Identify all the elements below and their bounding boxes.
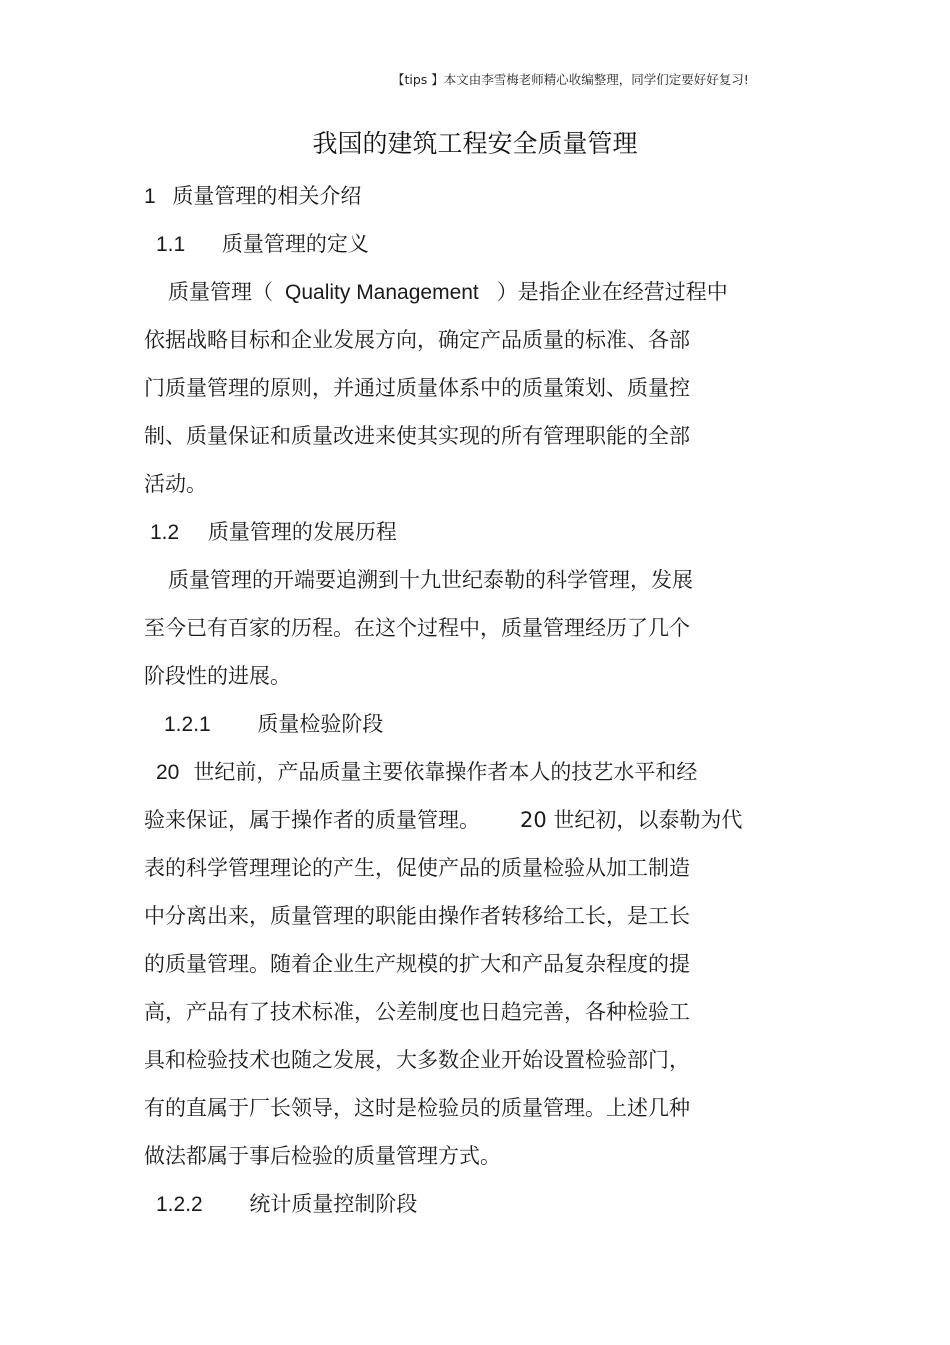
section-number: 1.2 — [150, 521, 180, 544]
text-run: ）是指企业在经营过程中 — [496, 280, 728, 304]
paragraph-3-line-3: 表的科学管理理论的产生，促使产品的质量检验从加工制造 — [144, 856, 690, 880]
paragraph-3-line-5: 的质量管理。随着企业生产规模的扩大和产品复杂程度的提 — [144, 952, 690, 976]
paragraph-3-line-6: 高，产品有了技术标准，公差制度也日趋完善，各种检验工 — [144, 1000, 690, 1024]
section-number: 1 — [144, 185, 156, 208]
paragraph-3-line-2 — [144, 805, 742, 835]
section-heading-1-2-2 — [156, 1189, 417, 1220]
section-title: 质量管理的发展历程 — [207, 520, 397, 544]
paragraph-2-line-1: 质量管理的开端要追溯到十九世纪泰勒的科学管理，发展 — [168, 568, 693, 592]
paragraph-2-line-2: 至今已有百家的历程。在这个过程中，质量管理经历了几个 — [144, 616, 690, 640]
section-number: 1.2.1 — [164, 713, 211, 736]
text-run: 世纪前，产品质量主要依靠操作者本人的技艺水平和经 — [193, 760, 698, 784]
text-run: 20 世纪初，以泰勒为代 — [520, 808, 743, 832]
section-number: 1.2.2 — [156, 1193, 203, 1216]
section-title: 质量检验阶段 — [257, 712, 384, 736]
paragraph-3-line-8: 有的直属于厂长领导，这时是检验员的质量管理。上述几种 — [144, 1096, 690, 1120]
paragraph-3-line-9: 做法都属于事后检验的质量管理方式。 — [144, 1144, 501, 1168]
paragraph-1-line-4: 制、质量保证和质量改进来使其实现的所有管理职能的全部 — [144, 424, 690, 448]
paragraph-1-line-1 — [168, 277, 728, 308]
section-title: 统计质量控制阶段 — [249, 1192, 418, 1216]
paragraph-1-line-2: 依据战略目标和企业发展方向，确定产品质量的标准、各部 — [144, 328, 690, 352]
paragraph-1-line-3: 门质量管理的原则，并通过质量体系中的质量策划、质量控 — [144, 376, 690, 400]
section-title: 质量管理的定义 — [221, 232, 369, 256]
text-run-latin: Quality Management — [285, 281, 479, 304]
paragraph-1-line-5: 活动。 — [144, 472, 207, 496]
section-heading-1 — [144, 181, 361, 212]
text-run-latin: 20 — [156, 761, 180, 784]
text-run: 验来保证，属于操作者的质量管理。 — [144, 808, 480, 832]
document-title: 我国的建筑工程安全质量管理 — [312, 129, 638, 158]
section-heading-1-1 — [156, 229, 369, 260]
section-title: 质量管理的相关介绍 — [172, 184, 362, 208]
paragraph-3-line-1 — [156, 757, 697, 788]
text-run: 质量管理（ — [168, 280, 273, 304]
paragraph-2-line-3: 阶段性的进展。 — [144, 664, 291, 688]
paragraph-3-line-4: 中分离出来，质量管理的职能由操作者转移给工长，是工长 — [144, 904, 690, 928]
paragraph-3-line-7: 具和检验技术也随之发展，大多数企业开始设置检验部门， — [144, 1048, 690, 1072]
section-heading-1-2-1 — [164, 709, 383, 740]
tips-header: 【tips 】本文由李雪梅老师精心收编整理，同学们定要好好复习! — [392, 72, 749, 87]
section-number: 1.1 — [156, 233, 186, 256]
section-heading-1-2 — [150, 517, 397, 548]
